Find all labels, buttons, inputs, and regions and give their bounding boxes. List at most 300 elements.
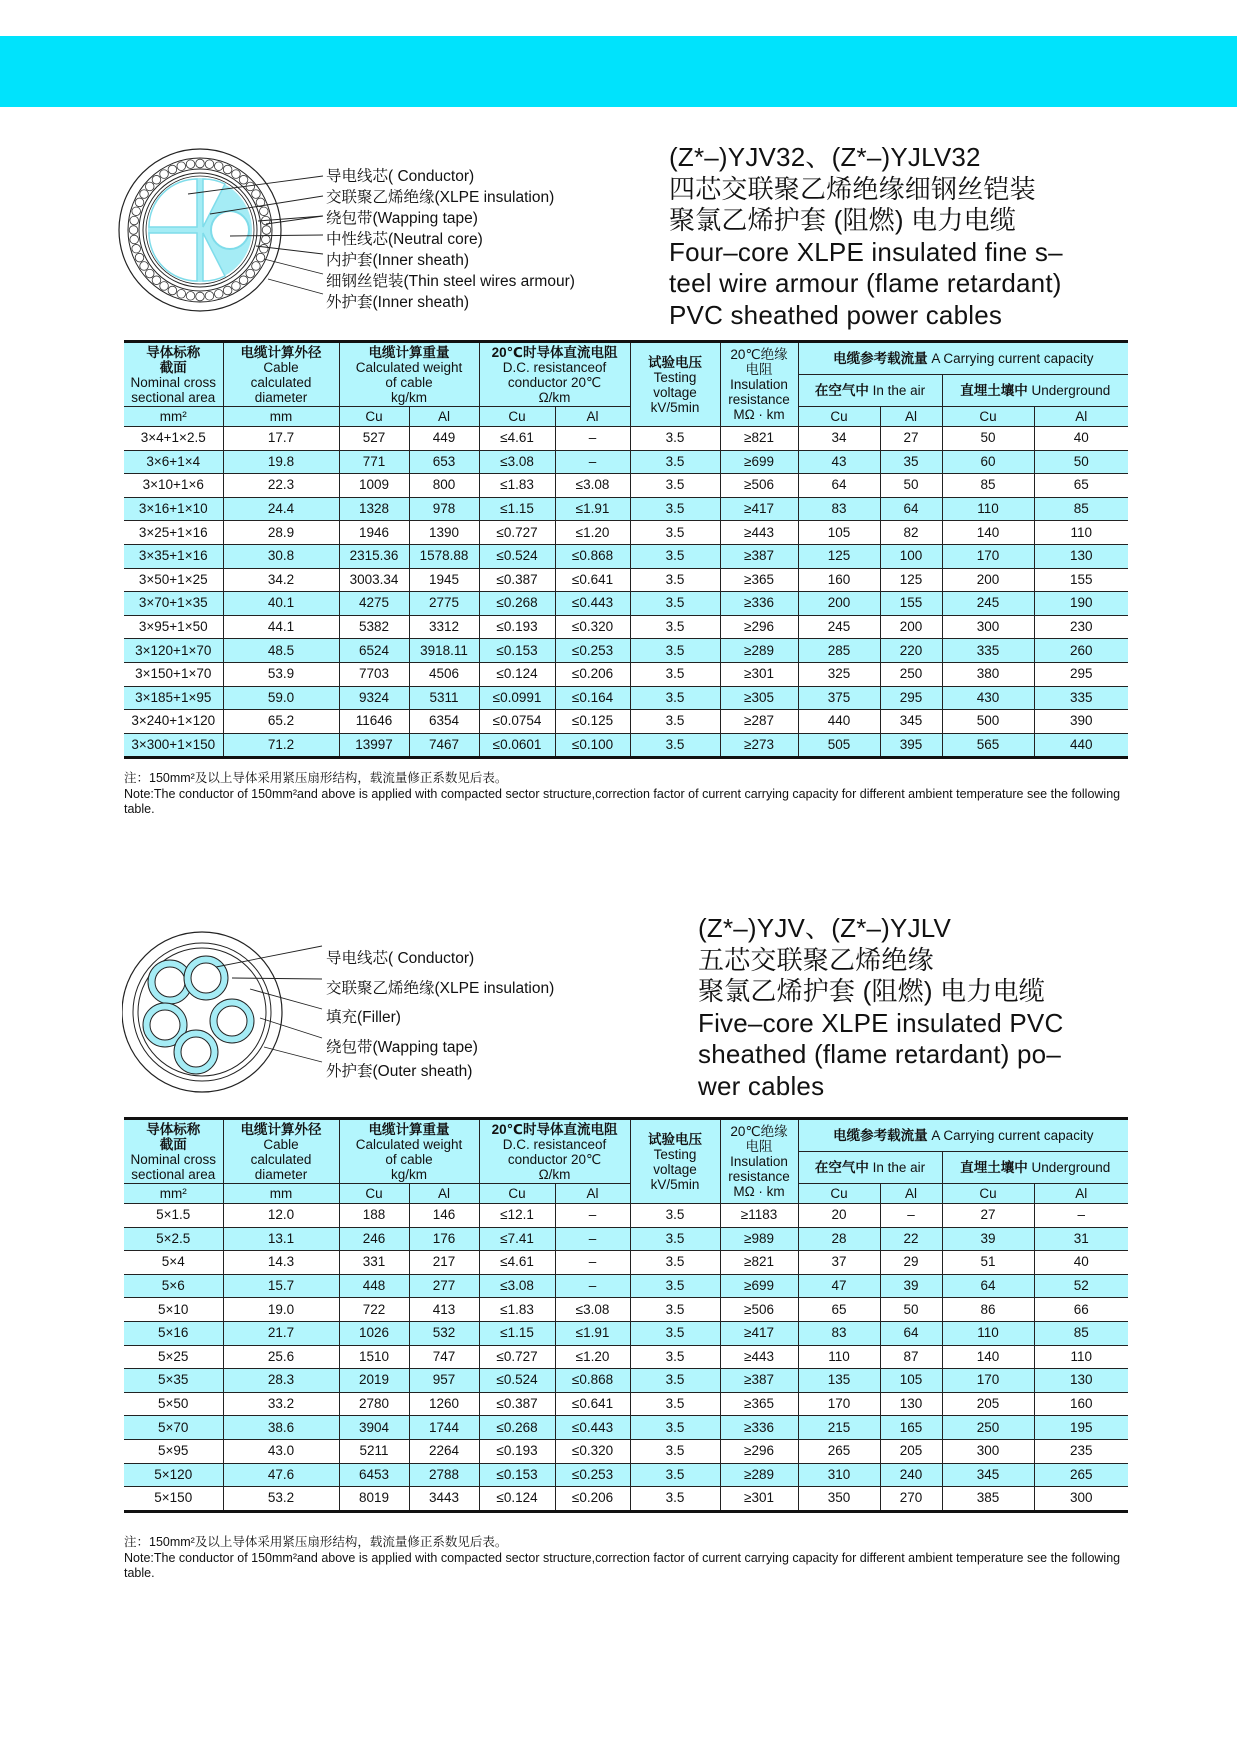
cell-ground-cu: 51 [942, 1251, 1034, 1275]
cell-resistance-al: ≤1.20 [555, 1345, 630, 1369]
cell-air-cu: 265 [798, 1439, 880, 1463]
cell-weight-al: 532 [409, 1321, 479, 1345]
cell-diameter: 15.7 [223, 1274, 339, 1298]
header-calculated-diameter: 电缆计算外径 Cable calculated diameter [223, 342, 339, 407]
cell-testing-voltage: 3.5 [630, 474, 720, 498]
cell-diameter: 53.9 [223, 662, 339, 686]
label-wapping-tape: 绕包带(Wapping tape) [326, 1038, 478, 1056]
steel-wire-icon [132, 207, 141, 216]
cell-testing-voltage: 3.5 [630, 686, 720, 710]
cell-diameter: 71.2 [223, 733, 339, 758]
steel-wire-icon [232, 282, 241, 291]
cell-resistance-al: ≤3.08 [555, 1298, 630, 1322]
cell-air-al: 165 [880, 1416, 942, 1440]
cell-ground-cu: 565 [942, 733, 1034, 758]
steel-wire-icon [140, 190, 149, 199]
cell-nominal-area: 5×150 [124, 1487, 223, 1512]
cell-diameter: 21.7 [223, 1321, 339, 1345]
cell-resistance-al: ≤1.91 [555, 1321, 630, 1345]
cell-testing-voltage: 3.5 [630, 497, 720, 521]
cell-nominal-area: 3×25+1×16 [124, 521, 223, 545]
cell-air-cu: 47 [798, 1274, 880, 1298]
cell-resistance-al: ≤0.443 [555, 1416, 630, 1440]
cell-testing-voltage: 3.5 [630, 1416, 720, 1440]
cell-weight-al: 3918.11 [409, 639, 479, 663]
table-row [124, 1369, 1128, 1393]
steel-wire-icon [140, 262, 149, 271]
cell-insulation-resistance: ≥301 [720, 1487, 798, 1512]
conductor-icon [217, 1006, 247, 1036]
cell-ground-al: 300 [1034, 1487, 1128, 1512]
cell-nominal-area: 5×2.5 [124, 1227, 223, 1251]
cell-insulation-resistance: ≥301 [720, 662, 798, 686]
cell-weight-al: 146 [409, 1204, 479, 1228]
conductor-icon [155, 967, 185, 997]
steel-wire-icon [252, 262, 261, 271]
cell-testing-voltage: 3.5 [630, 1369, 720, 1393]
cell-insulation-resistance: ≥305 [720, 686, 798, 710]
cell-testing-voltage: 3.5 [630, 733, 720, 758]
cell-insulation-resistance: ≥336 [720, 592, 798, 616]
cell-ground-al: 110 [1034, 1345, 1128, 1369]
cell-weight-cu: 6524 [339, 639, 409, 663]
cell-air-cu: 245 [798, 615, 880, 639]
cell-air-al: 220 [880, 639, 942, 663]
cell-weight-al: 957 [409, 1369, 479, 1393]
cell-nominal-area: 3×120+1×70 [124, 639, 223, 663]
cell-resistance-cu: ≤0.0601 [479, 733, 555, 758]
cell-diameter: 48.5 [223, 639, 339, 663]
cell-insulation-resistance: ≥296 [720, 1439, 798, 1463]
cell-ground-al: 40 [1034, 1251, 1128, 1275]
cell-weight-al: 747 [409, 1345, 479, 1369]
cell-ground-cu: 345 [942, 1463, 1034, 1487]
cell-ground-cu: 50 [942, 427, 1034, 451]
label-outer-sheath: 外护套(Inner sheath) [326, 294, 469, 311]
cell-weight-cu: 4275 [339, 592, 409, 616]
cell-nominal-area: 5×25 [124, 1345, 223, 1369]
cell-resistance-cu: ≤0.0754 [479, 710, 555, 734]
steel-wire-icon [145, 269, 154, 278]
steel-wire-icon [262, 235, 271, 244]
steel-wire-icon [160, 170, 169, 179]
cell-diameter: 28.3 [223, 1369, 339, 1393]
table-row [124, 1487, 1128, 1512]
cell-insulation-resistance: ≥273 [720, 733, 798, 758]
cell-resistance-cu: ≤0.387 [479, 568, 555, 592]
cell-ground-al: 195 [1034, 1416, 1128, 1440]
header-unit-mm2: mm² [124, 1184, 223, 1204]
cell-resistance-al: ≤0.320 [555, 1439, 630, 1463]
table-row [124, 615, 1128, 639]
cell-ground-al: 190 [1034, 592, 1128, 616]
cell-resistance-al: ≤0.125 [555, 710, 630, 734]
cell-diameter: 47.6 [223, 1463, 339, 1487]
cell-air-cu: 440 [798, 710, 880, 734]
cell-nominal-area: 3×4+1×2.5 [124, 427, 223, 451]
cell-resistance-cu: ≤3.08 [479, 450, 555, 474]
label-xlpe-insulation: 交联聚乙烯绝缘(XLPE insulation) [326, 979, 555, 997]
cell-ground-al: 295 [1034, 662, 1128, 686]
header-testing-voltage: 试验电压 Testing voltage kV/5min [630, 342, 720, 427]
cell-weight-cu: 2780 [339, 1392, 409, 1416]
header-resistance-cu: Cu [479, 407, 555, 427]
cell-ground-cu: 27 [942, 1204, 1034, 1228]
cell-weight-cu: 3003.34 [339, 568, 409, 592]
cell-air-al: 22 [880, 1227, 942, 1251]
cell-resistance-cu: ≤1.83 [479, 1298, 555, 1322]
cell-testing-voltage: 3.5 [630, 592, 720, 616]
cell-ground-al: 130 [1034, 1369, 1128, 1393]
cell-weight-al: 3443 [409, 1487, 479, 1512]
cell-resistance-al: ≤1.20 [555, 521, 630, 545]
cell-resistance-cu: ≤1.15 [479, 497, 555, 521]
header-air-al: Al [880, 407, 942, 427]
cell-ground-al: 265 [1034, 1463, 1128, 1487]
steel-wire-icon [223, 165, 232, 174]
cell-air-al: 50 [880, 474, 942, 498]
steel-wire-icon [168, 165, 177, 174]
cell-air-cu: 34 [798, 427, 880, 451]
cell-ground-cu: 245 [942, 592, 1034, 616]
cell-ground-cu: 170 [942, 544, 1034, 568]
cell-testing-voltage: 3.5 [630, 1392, 720, 1416]
cell-weight-al: 653 [409, 450, 479, 474]
cell-ground-cu: 200 [942, 568, 1034, 592]
five-core-table-note [124, 1535, 1134, 1582]
five-core-spec-table [124, 1117, 1128, 1513]
cell-testing-voltage: 3.5 [630, 1321, 720, 1345]
header-weight-cu: Cu [339, 1184, 409, 1204]
cell-weight-al: 800 [409, 474, 479, 498]
table-row [124, 1321, 1128, 1345]
cell-nominal-area: 5×16 [124, 1321, 223, 1345]
cell-resistance-al: – [555, 1251, 630, 1275]
four-core-spec-table [124, 340, 1128, 759]
cell-weight-cu: 1946 [339, 521, 409, 545]
cell-insulation-resistance: ≥443 [720, 521, 798, 545]
steel-wire-icon [177, 162, 186, 171]
steel-wire-icon [145, 182, 154, 191]
header-underground: 直埋土壤中 Underground [942, 1152, 1128, 1184]
cell-ground-cu: 430 [942, 686, 1034, 710]
steel-wire-icon [232, 170, 241, 179]
cell-air-cu: 350 [798, 1487, 880, 1512]
cell-weight-cu: 6453 [339, 1463, 409, 1487]
cell-ground-al: 440 [1034, 733, 1128, 758]
cell-resistance-cu: ≤0.0991 [479, 686, 555, 710]
cell-resistance-cu: ≤1.15 [479, 1321, 555, 1345]
header-unit-mm2: mm² [124, 407, 223, 427]
cell-weight-al: 1390 [409, 521, 479, 545]
cell-resistance-al: ≤0.868 [555, 544, 630, 568]
cell-weight-al: 6354 [409, 710, 479, 734]
cell-resistance-cu: ≤0.268 [479, 1416, 555, 1440]
conductor-icon [191, 963, 221, 993]
cell-insulation-resistance: ≥387 [720, 544, 798, 568]
cell-resistance-cu: ≤4.61 [479, 1251, 555, 1275]
cell-diameter: 53.2 [223, 1487, 339, 1512]
cell-diameter: 30.8 [223, 544, 339, 568]
cell-weight-al: 4506 [409, 662, 479, 686]
cell-nominal-area: 5×95 [124, 1439, 223, 1463]
cell-air-al: 50 [880, 1298, 942, 1322]
cell-ground-cu: 500 [942, 710, 1034, 734]
header-calculated-weight: 电缆计算重量 Calculated weight of cable kg/km [339, 342, 479, 407]
cell-air-cu: 160 [798, 568, 880, 592]
cell-insulation-resistance: ≥287 [720, 710, 798, 734]
cell-air-al: 29 [880, 1251, 942, 1275]
table-row [124, 662, 1128, 686]
cell-insulation-resistance: ≥289 [720, 1463, 798, 1487]
cell-nominal-area: 5×1.5 [124, 1204, 223, 1228]
cell-nominal-area: 5×70 [124, 1416, 223, 1440]
cell-diameter: 44.1 [223, 615, 339, 639]
header-underground: 直埋土壤中 Underground [942, 375, 1128, 407]
cell-air-al: 240 [880, 1463, 942, 1487]
top-banner [0, 36, 1237, 107]
cell-weight-al: 176 [409, 1227, 479, 1251]
label-filler: 填充(Filler) [326, 1009, 401, 1026]
cell-nominal-area: 3×50+1×25 [124, 568, 223, 592]
steel-wire-icon [256, 253, 265, 262]
header-ground-al: Al [1034, 407, 1128, 427]
cell-ground-al: 85 [1034, 497, 1128, 521]
cell-weight-al: 1260 [409, 1392, 479, 1416]
title-line-en-3: wer cables [698, 1070, 825, 1101]
cell-ground-al: 130 [1034, 544, 1128, 568]
cell-ground-cu: 85 [942, 474, 1034, 498]
steel-wire-icon [186, 292, 195, 301]
cell-weight-al: 413 [409, 1298, 479, 1322]
title-line-zh-1: 四芯交联聚乙烯绝缘细钢丝铠装 [669, 173, 1036, 204]
cell-resistance-al: ≤0.206 [555, 1487, 630, 1512]
cell-air-al: 295 [880, 686, 942, 710]
label-xlpe-insulation: 交联聚乙烯绝缘(XLPE insulation) [326, 189, 555, 206]
cell-testing-voltage: 3.5 [630, 710, 720, 734]
cell-diameter: 59.0 [223, 686, 339, 710]
cell-diameter: 40.1 [223, 592, 339, 616]
table-row [124, 686, 1128, 710]
cell-resistance-al: ≤0.868 [555, 1369, 630, 1393]
cell-air-al: 35 [880, 450, 942, 474]
cell-insulation-resistance: ≥443 [720, 1345, 798, 1369]
cell-weight-al: 7467 [409, 733, 479, 758]
cell-ground-al: 160 [1034, 1392, 1128, 1416]
cell-air-al: 395 [880, 733, 942, 758]
label-outer-sheath: 外护套(Outer sheath) [326, 1062, 473, 1080]
cell-air-cu: 20 [798, 1204, 880, 1228]
cell-air-al: 105 [880, 1369, 942, 1393]
conductor-icon [181, 1037, 211, 1067]
cell-diameter: 14.3 [223, 1251, 339, 1275]
cell-resistance-cu: ≤0.727 [479, 1345, 555, 1369]
table-row [124, 1416, 1128, 1440]
cell-resistance-al: ≤0.253 [555, 639, 630, 663]
cell-ground-cu: 140 [942, 521, 1034, 545]
header-testing-voltage: 试验电压 Testing voltage kV/5min [630, 1119, 720, 1204]
cell-air-cu: 125 [798, 544, 880, 568]
cell-testing-voltage: 3.5 [630, 544, 720, 568]
cell-resistance-cu: ≤0.524 [479, 544, 555, 568]
cell-insulation-resistance: ≥365 [720, 1392, 798, 1416]
header-air-cu: Cu [798, 407, 880, 427]
cell-resistance-cu: ≤0.153 [479, 1463, 555, 1487]
cell-ground-al: 390 [1034, 710, 1128, 734]
cell-weight-al: 1744 [409, 1416, 479, 1440]
cell-air-al: 250 [880, 662, 942, 686]
header-resistance-al: Al [555, 407, 630, 427]
cell-resistance-cu: ≤1.83 [479, 474, 555, 498]
cell-ground-al: 52 [1034, 1274, 1128, 1298]
cell-weight-cu: 9324 [339, 686, 409, 710]
steel-wire-icon [262, 226, 271, 235]
cell-weight-cu: 1510 [339, 1345, 409, 1369]
cell-testing-voltage: 3.5 [630, 1487, 720, 1512]
cell-air-al: – [880, 1204, 942, 1228]
cell-ground-al: 260 [1034, 639, 1128, 663]
steel-wire-icon [129, 226, 138, 235]
table-row [124, 1251, 1128, 1275]
cell-testing-voltage: 3.5 [630, 1204, 720, 1228]
cell-diameter: 38.6 [223, 1416, 339, 1440]
cell-nominal-area: 3×240+1×120 [124, 710, 223, 734]
cell-weight-al: 449 [409, 427, 479, 451]
cell-weight-al: 277 [409, 1274, 479, 1298]
cell-insulation-resistance: ≥417 [720, 1321, 798, 1345]
cell-weight-cu: 2019 [339, 1369, 409, 1393]
cell-nominal-area: 3×185+1×95 [124, 686, 223, 710]
cell-testing-voltage: 3.5 [630, 1345, 720, 1369]
table-row [124, 710, 1128, 734]
cell-insulation-resistance: ≥989 [720, 1227, 798, 1251]
header-calculated-diameter: 电缆计算外径 Cable calculated diameter [223, 1119, 339, 1184]
cell-resistance-cu: ≤0.124 [479, 1487, 555, 1512]
note-en: Note:The conductor of 150mm²and above is applied with compacted sector structure,correction factor of current carrying capacity for different ambient temperature see the following table. [124, 1550, 1121, 1580]
cell-ground-al: 85 [1034, 1321, 1128, 1345]
steel-wire-icon [214, 290, 223, 299]
header-nominal-area: 导体标称 截面 Nominal cross sectional area [124, 1119, 223, 1184]
cell-testing-voltage: 3.5 [630, 521, 720, 545]
header-ground-cu: Cu [942, 1184, 1034, 1204]
cell-air-cu: 83 [798, 1321, 880, 1345]
cell-weight-cu: 722 [339, 1298, 409, 1322]
cell-ground-cu: 385 [942, 1487, 1034, 1512]
cell-diameter: 17.7 [223, 427, 339, 451]
cell-air-cu: 170 [798, 1392, 880, 1416]
cell-nominal-area: 3×35+1×16 [124, 544, 223, 568]
cell-weight-cu: 5211 [339, 1439, 409, 1463]
cell-air-al: 125 [880, 568, 942, 592]
cell-air-al: 64 [880, 497, 942, 521]
cell-diameter: 25.6 [223, 1345, 339, 1369]
steel-wire-icon [130, 235, 139, 244]
cell-air-cu: 65 [798, 1298, 880, 1322]
table-row [124, 521, 1128, 545]
cell-air-al: 87 [880, 1345, 942, 1369]
cell-ground-al: 230 [1034, 615, 1128, 639]
cell-insulation-resistance: ≥336 [720, 1416, 798, 1440]
cell-insulation-resistance: ≥1183 [720, 1204, 798, 1228]
cell-testing-voltage: 3.5 [630, 615, 720, 639]
cell-weight-al: 2788 [409, 1463, 479, 1487]
cell-weight-al: 2264 [409, 1439, 479, 1463]
cell-ground-al: – [1034, 1204, 1128, 1228]
header-resistance-cu: Cu [479, 1184, 555, 1204]
header-insulation-resistance: 20℃绝缘 电阻 Insulation resistance MΩ · km [720, 1119, 798, 1204]
cell-weight-cu: 7703 [339, 662, 409, 686]
cell-weight-cu: 246 [339, 1227, 409, 1251]
cell-testing-voltage: 3.5 [630, 450, 720, 474]
cell-nominal-area: 3×150+1×70 [124, 662, 223, 686]
cell-air-al: 100 [880, 544, 942, 568]
cell-ground-al: 31 [1034, 1227, 1128, 1251]
cell-diameter: 28.9 [223, 521, 339, 545]
cell-air-cu: 28 [798, 1227, 880, 1251]
cell-resistance-al: – [555, 1204, 630, 1228]
header-unit-mm: mm [223, 1184, 339, 1204]
cell-nominal-area: 5×120 [124, 1463, 223, 1487]
cell-weight-cu: 1026 [339, 1321, 409, 1345]
cell-air-cu: 110 [798, 1345, 880, 1369]
cell-weight-cu: 5382 [339, 615, 409, 639]
cell-resistance-cu: ≤0.727 [479, 521, 555, 545]
cell-ground-cu: 250 [942, 1416, 1034, 1440]
cell-ground-cu: 140 [942, 1345, 1034, 1369]
cell-air-cu: 215 [798, 1416, 880, 1440]
cell-air-al: 270 [880, 1487, 942, 1512]
cell-resistance-al: ≤0.443 [555, 592, 630, 616]
note-zh: 注：150mm²及以上导体采用紧压扇形结构，载流量修正系数见后表。 [124, 771, 508, 785]
title-line-zh-2: 聚氯乙烯护套 (阻燃) 电力电缆 [669, 205, 1016, 235]
table-row [124, 544, 1128, 568]
header-calculated-weight: 电缆计算重量 Calculated weight of cable kg/km [339, 1119, 479, 1184]
cell-weight-cu: 188 [339, 1204, 409, 1228]
cell-insulation-resistance: ≥387 [720, 1369, 798, 1393]
cell-resistance-al: ≤1.91 [555, 497, 630, 521]
cell-air-cu: 505 [798, 733, 880, 758]
title-line-en-2: teel wire armour (flame retardant) [669, 268, 1062, 298]
label-conductor: 导电线芯( Conductor) [326, 168, 475, 185]
cell-ground-cu: 380 [942, 662, 1034, 686]
steel-wire-icon [135, 253, 144, 262]
table-row [124, 497, 1128, 521]
label-wapping-tape: 绕包带(Wapping tape) [326, 210, 478, 227]
steel-wire-icon [223, 286, 232, 295]
cell-resistance-cu: ≤7.41 [479, 1227, 555, 1251]
title-line-model: (Z*–)YJV、(Z*–)YJLV [698, 913, 952, 943]
steel-wire-icon [260, 244, 269, 253]
note-en: Note:The conductor of 150mm²and above is applied with compacted sector structure,correction factor of current carrying capacity for different ambient temperature see the following table. [124, 786, 1121, 816]
cell-resistance-al: ≤0.641 [555, 568, 630, 592]
header-weight-cu: Cu [339, 407, 409, 427]
cell-air-cu: 83 [798, 497, 880, 521]
table-row [124, 1345, 1128, 1369]
cell-insulation-resistance: ≥506 [720, 1298, 798, 1322]
header-carrying-capacity: 电缆参考载流量 A Carrying current capacity [798, 1119, 1128, 1152]
cell-insulation-resistance: ≥821 [720, 427, 798, 451]
cell-ground-cu: 205 [942, 1392, 1034, 1416]
cell-testing-voltage: 3.5 [630, 1439, 720, 1463]
cell-air-cu: 105 [798, 521, 880, 545]
cell-resistance-al: ≤0.320 [555, 615, 630, 639]
cell-weight-cu: 3904 [339, 1416, 409, 1440]
cell-testing-voltage: 3.5 [630, 1251, 720, 1275]
cell-ground-cu: 64 [942, 1274, 1034, 1298]
title-line-zh-2: 聚氯乙烯护套 (阻燃) 电力电缆 [698, 976, 1045, 1006]
header-weight-al: Al [409, 1184, 479, 1204]
cell-weight-cu: 13997 [339, 733, 409, 758]
